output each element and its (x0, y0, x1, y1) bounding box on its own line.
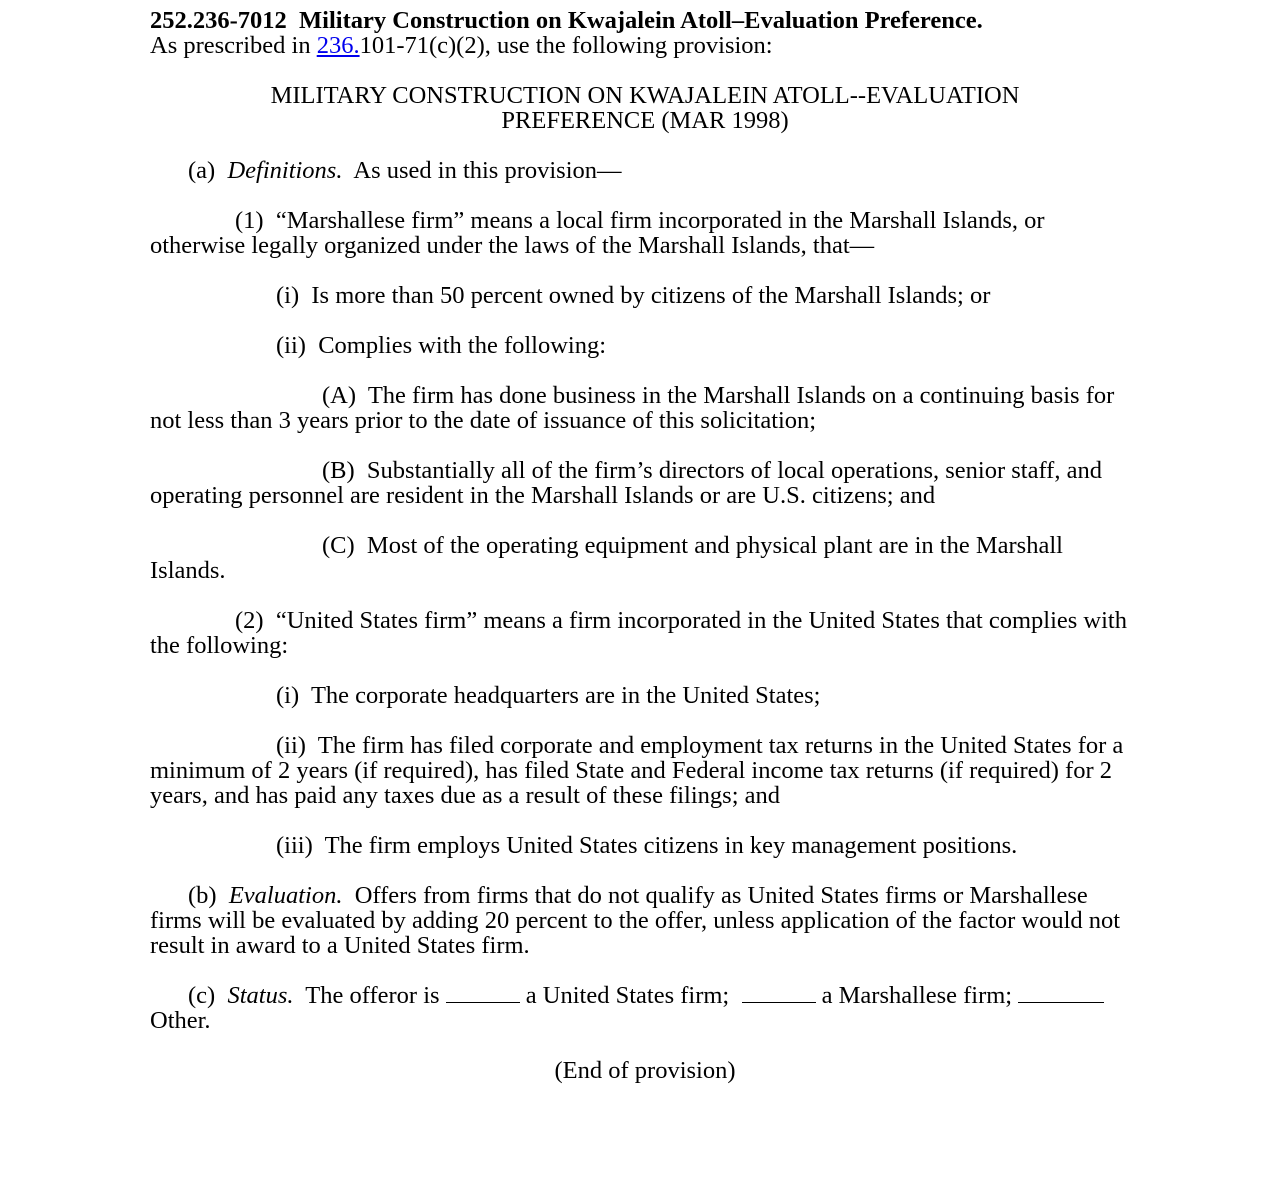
status-option-other: Other. (150, 1007, 211, 1034)
paragraph-b (150, 883, 1140, 958)
paragraph-label: (iii) (276, 832, 313, 859)
paragraph-text: “Marshallese firm” means a local firm incorporated in the Marshall Islands, or otherwise legally organized under the laws of the Marshall Islands, that— (150, 207, 1045, 259)
paragraph-c (150, 983, 1140, 1033)
paragraph-text: Complies with the following: (318, 332, 607, 359)
paragraph-term: Status. (227, 982, 294, 1009)
paragraph-a1-ii-B (150, 458, 1140, 508)
paragraph-label: (c) (188, 982, 216, 1009)
prescription-before: As prescribed in (150, 32, 317, 59)
status-option-marshallese-firm: a Marshallese firm; (821, 982, 1013, 1009)
paragraph-text: Substantially all of the firm’s directors of local operations, senior staff, and operating personnel are resident in the Marshall Islands or are U.S. citizens; and (150, 457, 1102, 509)
paragraph-text: Most of the operating equipment and physical plant are in the Marshall Islands. (150, 532, 1063, 584)
paragraph-label: (B) (322, 457, 355, 484)
paragraph-a1-ii-C (150, 533, 1140, 583)
paragraph-label: (ii) (276, 732, 306, 759)
status-option-us-firm: a United States firm; (525, 982, 730, 1009)
provision-title-line1: MILITARY CONSTRUCTION ON KWAJALEIN ATOLL--EVALUATION (270, 82, 1020, 109)
paragraph-text: The corporate headquarters are in the United States; (310, 682, 821, 709)
status-us-firm-blank[interactable] (446, 984, 520, 1003)
paragraph-text: Is more than 50 percent owned by citizens of the Marshall Islands; or (311, 282, 991, 309)
paragraph-a1-ii-A (150, 383, 1140, 433)
paragraph-a1 (150, 208, 1140, 258)
clause-heading (150, 8, 1140, 33)
provision-title (150, 83, 1140, 133)
clause-number: 252.236-7012 (150, 7, 287, 34)
paragraph-text: “United States firm” means a firm incorporated in the United States that complies with the following: (150, 607, 1127, 659)
paragraph-label: (C) (322, 532, 355, 559)
paragraph-text: The firm has done business in the Marshall Islands on a continuing basis for not less than 3 years prior to the date of issuance of this solicitation; (150, 382, 1115, 434)
paragraph-text: As used in this provision— (353, 157, 622, 184)
prescription-after: 101-71(c)(2), use the following provision: (359, 32, 773, 59)
paragraph-a2-i (150, 683, 1140, 708)
paragraph-a1-i (150, 283, 1140, 308)
provision-document (150, 8, 1140, 1083)
paragraph-a1-ii (150, 333, 1140, 358)
reference-link-236[interactable]: 236. (316, 32, 360, 59)
paragraph-text: Offers from firms that do not qualify as United States firms or Marshallese firms will be evaluated by adding 20 percent to the offer, unless application of the factor would not result in award to a United States firm. (150, 882, 1121, 959)
paragraph-text: The firm has filed corporate and employment tax returns in the United States for a minimum of 2 years (if required), has filed State and Federal income tax returns (if required) for 2 years, and has paid any taxes due as a result of these filings; and (150, 732, 1124, 809)
clause-title: Military Construction on Kwajalein Atoll–Evaluation Preference. (299, 7, 983, 34)
paragraph-term: Evaluation. (228, 882, 343, 909)
paragraph-term: Definitions. (227, 157, 343, 184)
paragraph-a2 (150, 608, 1140, 658)
paragraph-label: (a) (188, 157, 216, 184)
paragraph-a2-ii (150, 733, 1140, 808)
prescription-line (150, 33, 1140, 58)
status-marshallese-firm-blank[interactable] (742, 984, 816, 1003)
paragraph-label: (ii) (276, 332, 306, 359)
paragraph-label: (i) (276, 682, 300, 709)
status-lead-text: The offeror is (305, 982, 440, 1009)
paragraph-text: The firm employs United States citizens in key management positions. (324, 832, 1018, 859)
paragraph-label: (b) (188, 882, 217, 909)
provision-title-line2: PREFERENCE (MAR 1998) (501, 107, 789, 134)
paragraph-label: (i) (276, 282, 300, 309)
paragraph-a (150, 158, 1140, 183)
paragraph-label: (A) (322, 382, 357, 409)
paragraph-a2-iii (150, 833, 1140, 858)
paragraph-label: (1) (235, 207, 264, 234)
paragraph-label: (2) (235, 607, 264, 634)
status-other-blank[interactable] (1018, 984, 1104, 1003)
end-of-provision: (End of provision) (554, 1057, 736, 1084)
